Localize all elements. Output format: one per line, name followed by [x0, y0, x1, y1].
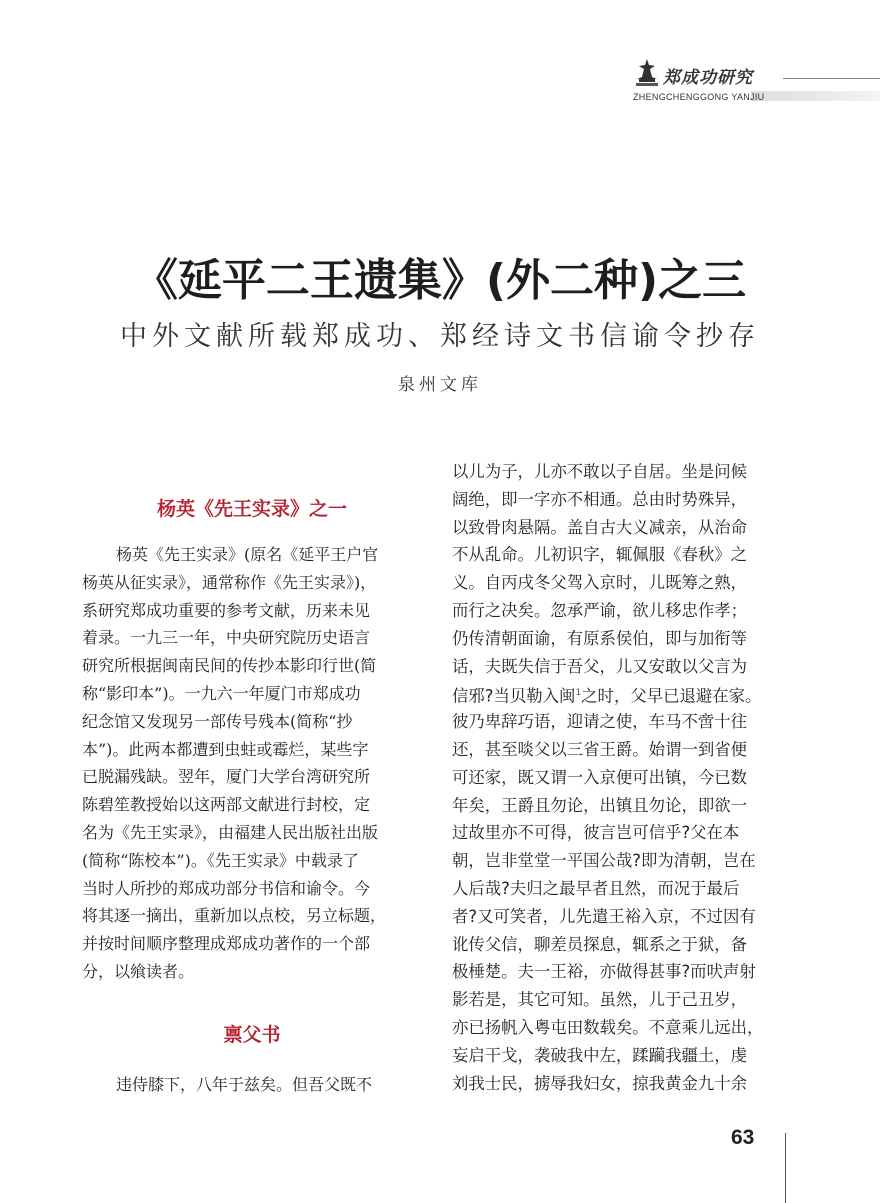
- letter-opening: [82, 1071, 418, 1099]
- paragraph-line: 还，甚至啖父以三省王爵。始谓一到省便: [452, 739, 748, 759]
- line-text: 信邪?当贝勒入闽: [452, 686, 576, 706]
- pagoda-icon: [633, 57, 661, 89]
- paragraph-line: 话，夫既失信于吾父，儿又安敢以父言为: [452, 656, 748, 676]
- left-column-intro: [82, 541, 418, 986]
- paragraph-line: 当时人所抄的郑成功部分书信和谕令。今: [82, 878, 371, 898]
- paragraph-line: 朝，岂非堂堂一平国公哉?即为清朝，岂在: [452, 851, 756, 871]
- paragraph-line: 可还家，既又谓一入京便可出镇，今已数: [452, 767, 748, 787]
- paragraph-line: 杨英从征实录》，通常称作《先王实录》)，: [82, 572, 377, 592]
- paragraph-line: 陈碧笙教授始以这两部文献进行封校，定: [82, 795, 371, 815]
- paragraph-line: 亦已扬帆入粤屯田数载矣。不意乘儿远出，: [452, 1017, 764, 1037]
- article-title: 《延平二王遗集》(外二种)之三: [133, 255, 747, 306]
- paragraph-line: 影若是，其它可知。虽然，儿于己丑岁，: [452, 990, 748, 1010]
- paragraph-line: 名为《先王实录》，由福建人民出版社出版: [82, 822, 379, 842]
- paragraph-line: 将其逐一摘出，重新加以点校，另立标题，: [82, 906, 387, 926]
- paragraph-line: 纪念馆又发现另一部传号残本(简称“抄: [82, 711, 353, 731]
- header-rule: [783, 78, 880, 79]
- journal-title: 郑成功研究: [663, 68, 753, 88]
- journal-pinyin: ZHENGCHENGGONG YANJIU: [633, 92, 765, 102]
- paragraph-line: 分，以飨读者。: [82, 961, 195, 981]
- section-heading-letter-to-father: 禀父书: [223, 1024, 281, 1046]
- article-author: 泉州文库: [398, 375, 482, 395]
- paragraph-line: 违侍膝下，八年于兹矣。但吾父既不: [116, 1075, 373, 1094]
- page-number: 63: [731, 1126, 755, 1149]
- right-column-letter: [452, 458, 782, 1097]
- article-subtitle: 中外文献所载郑成功、郑经诗文书信谕令抄存: [120, 321, 760, 352]
- page-number-rule: [785, 1133, 786, 1203]
- section-heading-yang-ying: 杨英《先王实录》之一: [156, 498, 347, 520]
- paragraph-line: 并按时间顺序整理成郑成功著作的一个部: [82, 934, 371, 954]
- paragraph-line: 系研究郑成功重要的参考文献，历来未见: [82, 600, 371, 620]
- paragraph-line: 刘我士民，掳辱我妇女，掠我黄金九十余: [452, 1073, 748, 1093]
- paragraph-line: 称“影印本”)。一九六一年厦门市郑成功: [82, 683, 361, 703]
- paragraph-line: 年矣，王爵且勿论，出镇且勿论，即欲一: [452, 795, 748, 815]
- paragraph-line: 以致骨肉悬隔。盖自古大义减亲，从治命: [452, 517, 748, 537]
- line-text: 之时，父早已退避在家。: [581, 686, 762, 706]
- paragraph-line: (简称“陈校本”)。《先王实录》中载录了: [82, 850, 359, 870]
- paragraph-line: 过故里亦不可得，彼言岂可信乎?父在本: [452, 823, 740, 843]
- paragraph-line: 不从乱命。儿初识字，辄佩服《春秋》之: [452, 545, 748, 565]
- paragraph-line: 本”)。此两本都遭到虫蛀或霉烂，某些字: [82, 739, 369, 759]
- paragraph-line: 仍传清朝面谕，有原系侯伯，即与加衔等: [452, 628, 748, 648]
- paragraph-line: 着录。一九三一年，中央研究院历史语言: [82, 628, 371, 648]
- header-band: [751, 91, 880, 101]
- paragraph-line: 彼乃卑辞巧语，迎请之使，车马不啻十往: [452, 712, 748, 732]
- footnote-marker[interactable]: 1: [575, 688, 582, 699]
- paragraph-line: 杨英《先王实录》(原名《延平王户官: [116, 545, 379, 564]
- paragraph-line: [452, 680, 782, 708]
- paragraph-line: 极棰楚。夫一王裕，亦做得甚事?而吠声射: [452, 962, 756, 982]
- paragraph-line: 妄启干戈，袭破我中左，蹂躏我疆土，虔: [452, 1045, 748, 1065]
- paragraph-line: 者?又可笑者，儿先遣王裕入京，不过因有: [452, 906, 756, 926]
- paragraph-line: 以儿为子，儿亦不敢以子自居。坐是问候: [452, 462, 748, 481]
- paragraph-line: 阔绝，即一字亦不相通。总由时势殊异，: [452, 489, 748, 509]
- paragraph-line: 义。自丙戌冬父驾入京时，儿既筹之熟，: [452, 573, 748, 593]
- paragraph-line: 研究所根据闽南民间的传抄本影印行世(简: [82, 656, 377, 676]
- paragraph-line: 已脱漏残缺。翌年，厦门大学台湾研究所: [82, 767, 371, 787]
- journal-logo: [633, 55, 880, 105]
- paragraph-line: 而行之决矣。忽承严谕，欲儿移忠作孝；: [452, 600, 748, 620]
- paragraph-line: 人后哉?夫归之最早者且然，而况于最后: [452, 878, 740, 898]
- paragraph-line: 讹传父信，聊差员探息，辄系之于狱，备: [452, 934, 748, 954]
